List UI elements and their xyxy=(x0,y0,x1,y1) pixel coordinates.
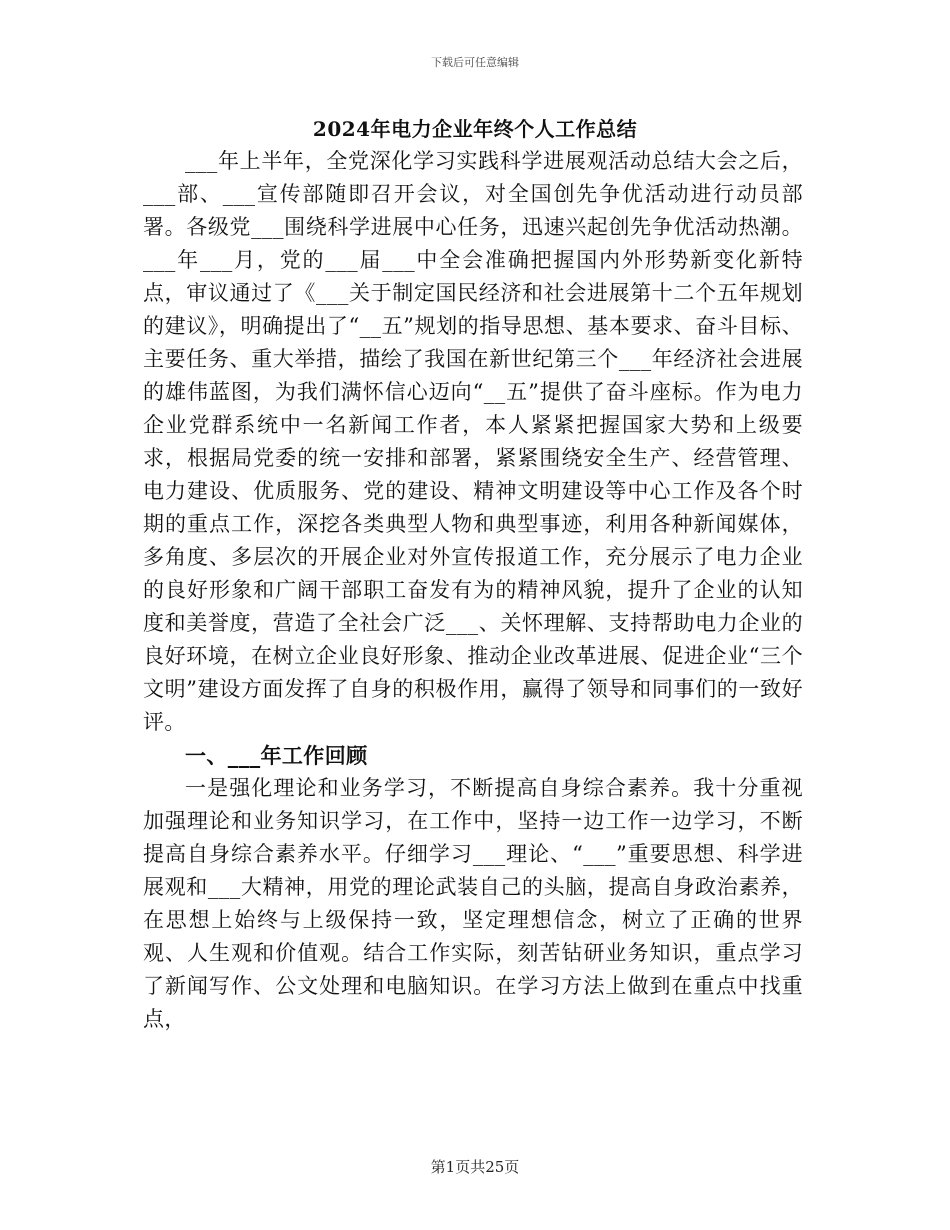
page-footer: 第1页共25页 xyxy=(430,1158,520,1176)
paragraph-intro: ___年上半年，全党深化学习实践科学进展观活动总结大会之后，___部、___宣传部随即召开会议，对全国创先争优活动进行动员部署。各级党___围绕科学进展中心任务，迅速兴起创先争优活动热潮。___年___月，党的___届___中全会准确把握国内外形势新变化新特点，审议通过了《___关于制定国民经济和社会进展第十二个五年规划的建议》，明确提出了“__五”规划的指导思想、基本要求、奋斗目标、主要任务、重大举措，描绘了我国在新世纪第三个___年经济社会进展的雄伟蓝图，为我们满怀信心迈向“__五”提供了奋斗座标。作为电力企业党群系统中一名新闻工作者，本人紧紧把握国家大势和上级要求，根据局党委的统一安排和部署，紧紧围绕安全生产、经营管理、电力建设、优质服务、党的建设、精神文明建设等中心工作及各个时期的重点工作，深挖各类典型人物和典型事迹，利用各种新闻媒体，多角度、多层次的开展企业对外宣传报道工作，充分展示了电力企业的良好形象和广阔干部职工奋发有为的精神风貌，提升了企业的认知度和美誉度，营造了全社会广泛___、关怀理解、支持帮助电力企业的良好环境，在树立企业良好形象、推动企业改革进展、促进企业“三个文明”建设方面发挥了自身的积极作用，赢得了领导和同事们的一致好评。 xyxy=(143,149,803,734)
paragraph-study: 一是强化理论和业务学习，不断提高自身综合素养。我十分重视加强理论和业务知识学习，在工作中，坚持一边工作一边学习，不断提高自身综合素养水平。仔细学习___理论、“___”重要思想、科学进展观和___大精神，用党的理论武装自己的头脑，提高自身政治素养，在思想上始终与上级保持一致，坚定理想信念，树立了正确的世界观、人生观和价值观。结合工作实际，刻苦钻研业务知识，重点学习了新闻写作、公文处理和电脑知识。在学习方法上做到在重点中找重点， xyxy=(143,776,803,1031)
document-body xyxy=(143,145,803,1036)
section-heading: 一、___年工作回顾 xyxy=(185,743,368,768)
header-note: 下载后可任意编辑 xyxy=(431,56,519,69)
document-title: 2024年电力企业年终个人工作总结 xyxy=(312,117,638,141)
